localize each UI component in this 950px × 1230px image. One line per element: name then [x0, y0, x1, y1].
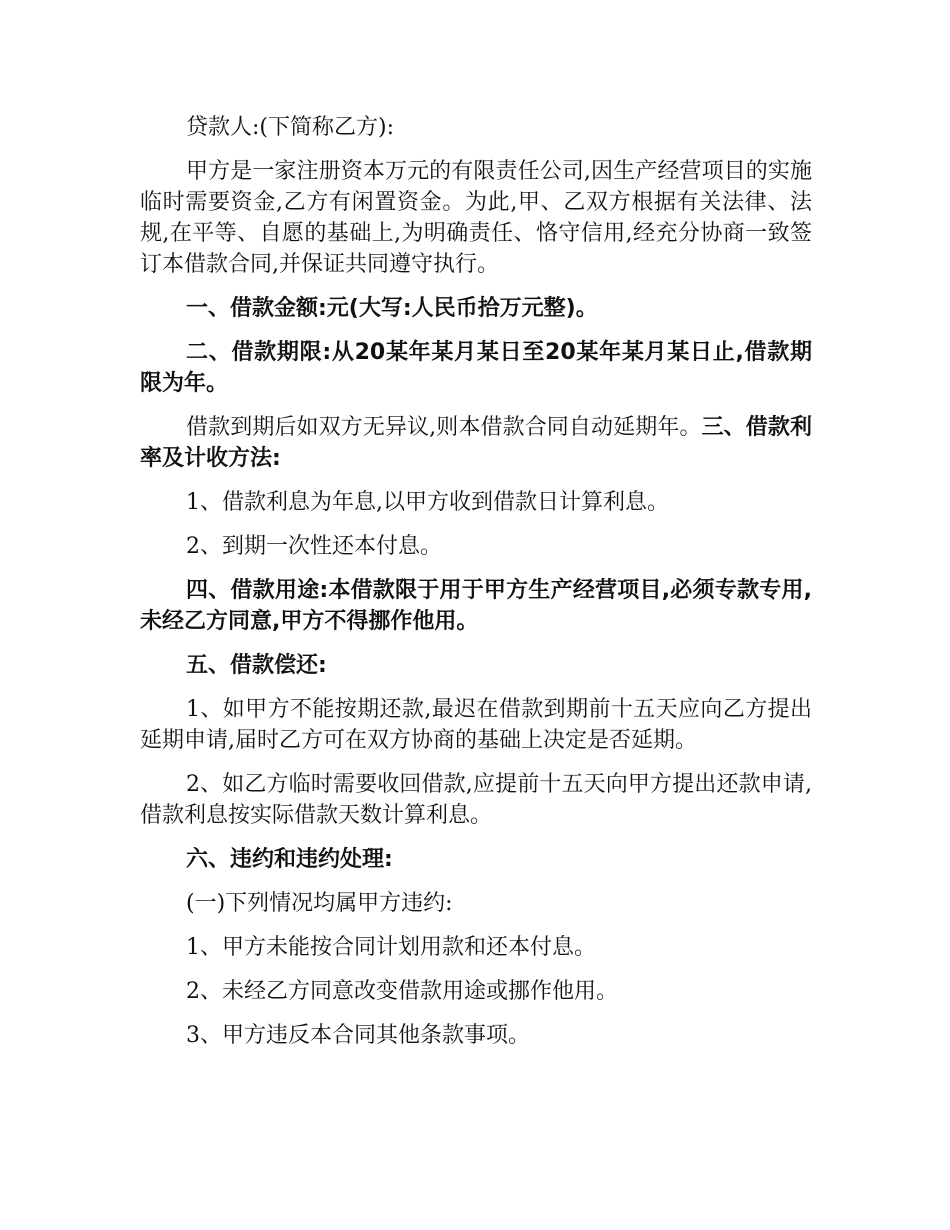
document-body [140, 112, 812, 1064]
lender-line: 贷款人:(下简称乙方): [186, 115, 394, 140]
interest-item-2: 2、到期一次性还本付息。 [186, 534, 442, 559]
extension-text: 借款到期后如双方无异议,则本借款合同自动延期年。 [186, 415, 702, 440]
breach-item-1: 1、甲方未能按合同计划用款和还本付息。 [186, 935, 596, 960]
section-loan-purpose: 四、借款用途:本借款限于用于甲方生产经营项目,必须专款专用,未经乙方同意,甲方不得挪作他用。 [140, 578, 812, 634]
repayment-item-2: 2、如乙方临时需要收回借款,应提前十五天向甲方提出还款申请,借款利息按实际借款天数计算利息。 [140, 772, 812, 828]
repayment-item-1: 1、如甲方不能按期还款,最迟在借款到期前十五天应向乙方提出延期申请,届时乙方可在双方协商的基础上决定是否延期。 [140, 697, 812, 753]
breach-item-3: 3、甲方违反本合同其他条款事项。 [186, 1023, 530, 1048]
section-interest-heading: 三、借款利率及计收方法: [140, 415, 812, 471]
breach-subheading: (一)下列情况均属甲方违约: [186, 891, 453, 916]
preamble-paragraph: 甲方是一家注册资本万元的有限责任公司,因生产经营项目的实施临时需要资金,乙方有闲置资金。为此,甲、乙双方根据有关法律、法规,在平等、自愿的基础上,为明确责任、恪守信用,经充分协商一致签订本借款合同,并保证共同遵守执行。 [140, 159, 812, 277]
section-loan-amount: 一、借款金额:元(大写:人民币拾万元整)。 [186, 296, 598, 321]
section-breach-heading: 六、违约和违约处理: [186, 847, 393, 872]
section-loan-term: 二、借款期限:从20某年某月某日至20某年某月某日止,借款期限为年。 [140, 340, 812, 396]
section-repayment-heading: 五、借款偿还: [186, 653, 327, 678]
breach-item-2: 2、未经乙方同意改变借款用途或挪作他用。 [186, 979, 618, 1004]
extension-paragraph [140, 412, 812, 474]
interest-item-1: 1、借款利息为年息,以甲方收到借款日计算利息。 [186, 490, 669, 515]
